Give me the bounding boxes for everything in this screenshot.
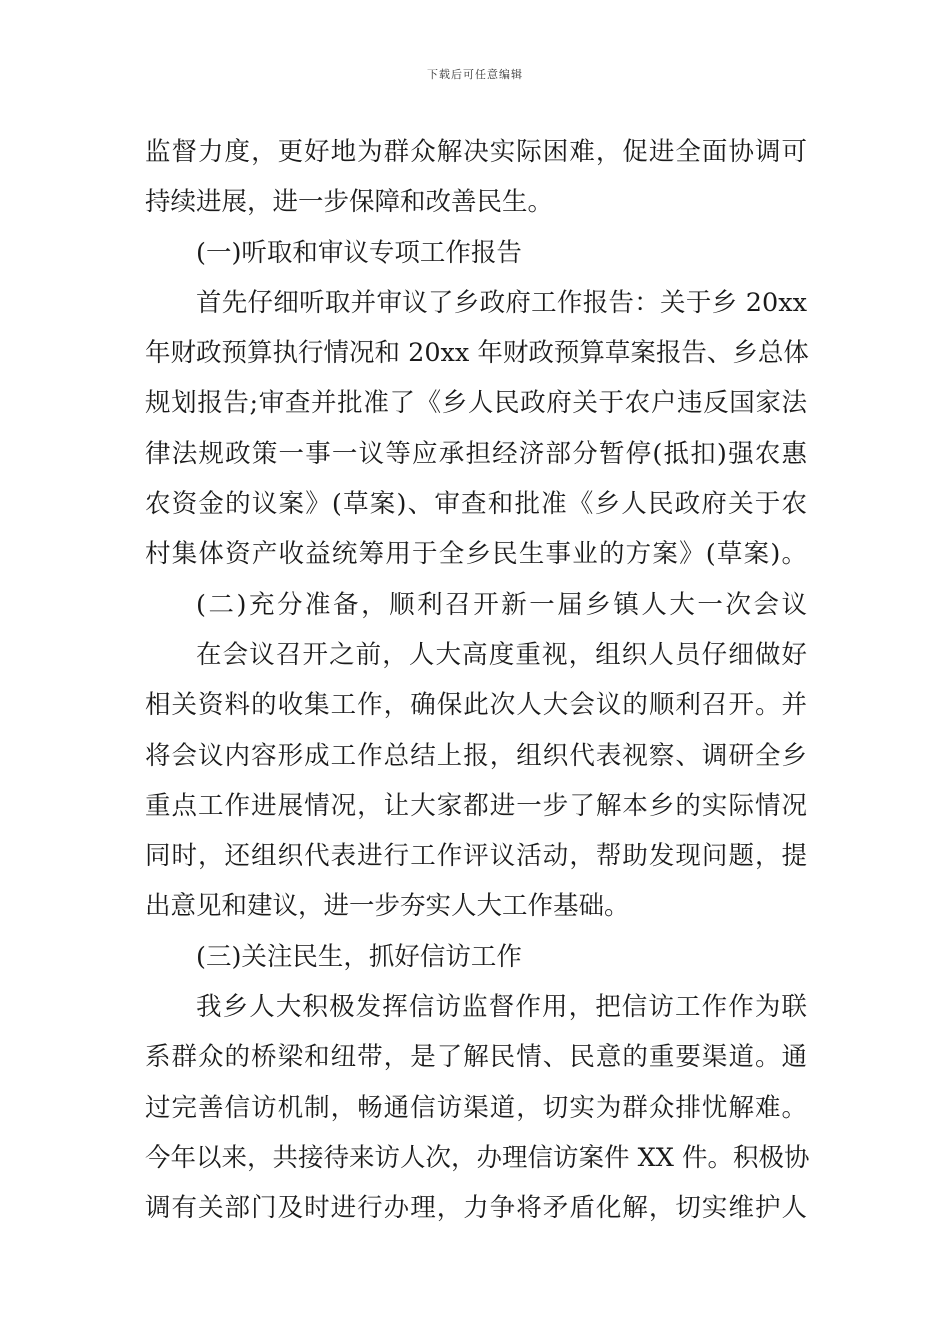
text-line: 同时，还组织代表进行工作评议活动，帮助发现问题，提: [145, 841, 807, 872]
text-line: 过完善信访机制，畅通信访渠道，切实为群众排忧解难。: [145, 1092, 807, 1123]
text-line: 农资金的议案》(草案)、审查和批准《乡人民政府关于农: [145, 489, 807, 520]
text-line: 系群众的桥梁和纽带，是了解民情、民意的重要渠道。通: [145, 1042, 807, 1073]
text-line: 年财政预算执行情况和 20xx 年财政预算草案报告、乡总体: [145, 338, 809, 369]
text-line: 首先仔细听取并审议了乡政府工作报告：关于乡 20xx: [196, 287, 807, 318]
text-line: 调有关部门及时进行办理，力争将矛盾化解，切实维护人: [145, 1193, 807, 1224]
section-heading: (二)充分准备，顺利召开新一届乡镇人大一次会议: [196, 589, 807, 620]
text-line: 重点工作进展情况，让大家都进一步了解本乡的实际情况: [145, 790, 807, 821]
text-line: 在会议召开之前，人大高度重视，组织人员仔细做好: [196, 639, 807, 670]
section-heading: (三)关注民生，抓好信访工作: [196, 941, 522, 972]
section-heading: (一)听取和审议专项工作报告: [196, 237, 522, 268]
text-line: 律法规政策一事一议等应承担经济部分暂停(抵扣)强农惠: [145, 438, 807, 469]
text-line: 将会议内容形成工作总结上报，组织代表视察、调研全乡: [145, 740, 807, 771]
text-line: 持续进展，进一步保障和改善民生。: [145, 187, 554, 218]
document-body: [145, 127, 810, 1234]
text-line: 规划报告;审查并批准了《乡人民政府关于农户违反国家法: [145, 388, 807, 419]
text-line: 监督力度，更好地为群众解决实际困难，促进全面协调可: [145, 137, 807, 167]
page-header-note: 下载后可任意编辑: [427, 68, 523, 81]
text-line: 今年以来，共接待来访人次，办理信访案件 XX 件。积极协: [145, 1142, 810, 1173]
text-line: 我乡人大积极发挥信访监督作用，把信访工作作为联: [196, 992, 807, 1023]
text-line: 相关资料的收集工作，确保此次人大会议的顺利召开。并: [145, 690, 807, 721]
text-line: 村集体资产收益统筹用于全乡民生事业的方案》(草案)。: [145, 539, 807, 570]
text-line: 出意见和建议，进一步夯实人大工作基础。: [145, 891, 630, 922]
